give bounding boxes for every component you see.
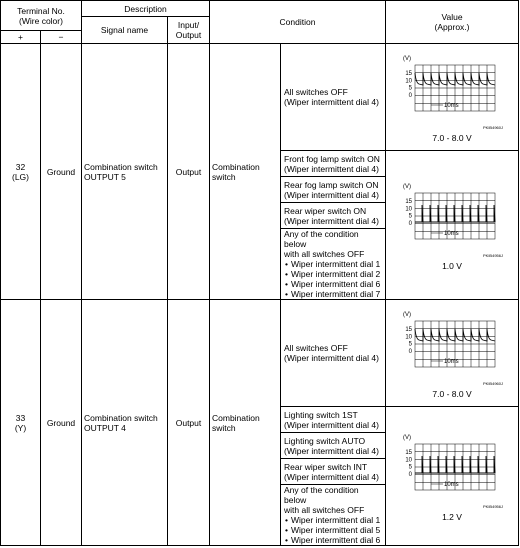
axis-unit-label: (V) — [403, 312, 412, 318]
plus-header: + — [1, 31, 41, 44]
signal-name-cell — [82, 300, 168, 546]
signal-name-header: Signal name — [82, 17, 168, 44]
signal-name-cell — [82, 44, 168, 300]
condition-line: (Wiper intermittent dial 4) — [284, 419, 379, 430]
condition-line: with all switches OFF — [284, 249, 365, 259]
terminal-cell — [1, 44, 41, 300]
io-cell: Output — [168, 44, 210, 300]
condition-line: (Wiper intermittent dial 4) — [284, 163, 379, 174]
condition-line: (Wiper intermittent dial 4) — [284, 471, 379, 482]
axis-tick-label: 5 — [408, 85, 413, 92]
condition-bullet: • Wiper intermittent dial 5 — [284, 525, 383, 535]
condition-line: Rear fog lamp switch ON — [284, 179, 379, 190]
condition-bullet-list — [284, 259, 383, 299]
axis-tick-label: 10 — [405, 206, 413, 213]
axis-tick-label: 0 — [408, 349, 413, 355]
condition-line: All switches OFF — [284, 343, 348, 353]
time-scale-label: 10ms — [444, 231, 459, 237]
condition-header: Condition — [210, 1, 386, 44]
condition-bullet-list — [284, 515, 383, 545]
axis-tick-label: 15 — [405, 71, 413, 77]
signal-name-line: Combination switch — [84, 161, 158, 172]
value-text: 1.2 V — [442, 512, 462, 522]
condition-group-line: Combination — [212, 161, 260, 172]
condition-cell — [281, 433, 386, 459]
signal-name-line: OUTPUT 5 — [84, 171, 126, 182]
condition-line: Any of the condition below — [284, 229, 359, 249]
axis-tick-label: 5 — [408, 341, 413, 348]
condition-line: Lighting switch AUTO — [284, 435, 366, 446]
axis-tick-label: 10 — [405, 78, 413, 85]
oscilloscope-graph — [399, 307, 505, 389]
condition-bullet: • Wiper intermittent dial 6 — [284, 279, 383, 289]
input-output-header — [168, 17, 210, 44]
ground-cell: Ground — [41, 44, 82, 300]
value-label: Value — [441, 12, 463, 22]
condition-bullet: • Wiper intermittent dial 2 — [284, 269, 383, 279]
value-cell — [386, 407, 519, 546]
axis-tick-label: 10 — [405, 334, 413, 341]
condition-bullet: • Wiper intermittent dial 1 — [284, 515, 383, 525]
axis-tick-label: 0 — [408, 93, 413, 99]
condition-line: (Wiper intermittent dial 4) — [284, 353, 379, 363]
value-header — [386, 1, 519, 44]
description-header: Description — [82, 1, 210, 17]
io-cell: Output — [168, 300, 210, 546]
ground-cell: Ground — [41, 300, 82, 546]
axis-tick-label: 0 — [408, 221, 413, 227]
table-row — [1, 44, 519, 151]
condition-group-line: switch — [212, 422, 236, 433]
condition-cell — [281, 203, 386, 229]
condition-line: (Wiper intermittent dial 4) — [284, 189, 379, 200]
condition-cell — [281, 485, 386, 546]
axis-tick-label: 15 — [405, 327, 413, 333]
condition-line: Rear wiper switch INT — [284, 461, 368, 472]
terminal-no-header — [1, 1, 82, 31]
axis-unit-label: (V) — [403, 56, 412, 62]
value-text: 7.0 - 8.0 V — [432, 133, 472, 143]
condition-line: (Wiper intermittent dial 4) — [284, 215, 379, 226]
axis-unit-label: (V) — [403, 435, 412, 441]
time-scale-label: 10ms — [444, 103, 459, 109]
condition-bullet: • Wiper intermittent dial 7 — [284, 289, 383, 299]
terminal-cell — [1, 300, 41, 546]
axis-tick-label: 15 — [405, 199, 413, 205]
wire-color-label: (Wire color) — [19, 15, 63, 26]
condition-cell — [281, 407, 386, 433]
condition-bullet: • Wiper intermittent dial 6 — [284, 535, 383, 545]
axis-tick-label: 5 — [408, 213, 413, 220]
condition-line: (Wiper intermittent dial 4) — [284, 445, 379, 456]
figure-code-label: PKIB4956J — [483, 504, 504, 509]
condition-group-cell — [210, 300, 281, 546]
figure-code-label: PKIB4960J — [483, 381, 504, 386]
condition-line: (Wiper intermittent dial 4) — [284, 97, 379, 107]
terminal-number: 32 — [15, 161, 26, 172]
oscilloscope-graph — [399, 179, 505, 261]
condition-cell — [281, 44, 386, 151]
axis-tick-label: 10 — [405, 457, 413, 464]
input-output-label-1: Input/ — [177, 20, 200, 30]
condition-line: Rear wiper switch ON — [284, 205, 367, 216]
condition-line: All switches OFF — [284, 87, 348, 97]
table-row — [1, 300, 519, 407]
time-scale-label: 10ms — [444, 359, 459, 365]
wire-color: (LG) — [12, 171, 29, 182]
value-cell — [386, 151, 519, 300]
figure-code-label: PKIB4956J — [483, 253, 504, 258]
condition-group-line: switch — [212, 171, 236, 182]
value-text: 1.0 V — [442, 261, 462, 271]
condition-bullet: • Wiper intermittent dial 1 — [284, 259, 383, 269]
axis-unit-label: (V) — [403, 184, 412, 190]
axis-tick-label: 15 — [405, 450, 413, 456]
approx-label: (Approx.) — [434, 22, 470, 32]
signal-name-line: Combination switch — [84, 412, 158, 423]
condition-cell — [281, 177, 386, 203]
input-output-label-2: Output — [175, 30, 202, 40]
condition-cell — [281, 229, 386, 300]
axis-tick-label: 5 — [408, 464, 413, 471]
value-cell — [386, 44, 519, 151]
condition-line: Lighting switch 1ST — [284, 409, 358, 420]
waveform-trace — [415, 329, 495, 341]
oscilloscope-graph — [399, 51, 505, 133]
axis-tick-label: 0 — [408, 472, 413, 478]
condition-cell — [281, 300, 386, 407]
terminal-number: 33 — [15, 412, 26, 423]
minus-header: − — [41, 31, 82, 44]
oscilloscope-graph — [399, 430, 505, 512]
waveform-trace — [415, 73, 495, 85]
signal-name-line: OUTPUT 4 — [84, 422, 126, 433]
condition-line: Any of the condition below — [284, 485, 359, 505]
condition-cell — [281, 459, 386, 485]
time-scale-label: 10ms — [444, 482, 459, 488]
value-text: 7.0 - 8.0 V — [432, 389, 472, 399]
wire-color: (Y) — [14, 422, 27, 433]
condition-group-cell — [210, 44, 281, 300]
value-cell — [386, 300, 519, 407]
condition-line: with all switches OFF — [284, 505, 365, 515]
condition-cell — [281, 151, 386, 177]
terminal-no-label: Terminal No. — [17, 5, 65, 16]
figure-code-label: PKIB4960J — [483, 125, 504, 130]
condition-line: Front fog lamp switch ON — [284, 153, 380, 164]
condition-group-line: Combination — [212, 412, 260, 423]
